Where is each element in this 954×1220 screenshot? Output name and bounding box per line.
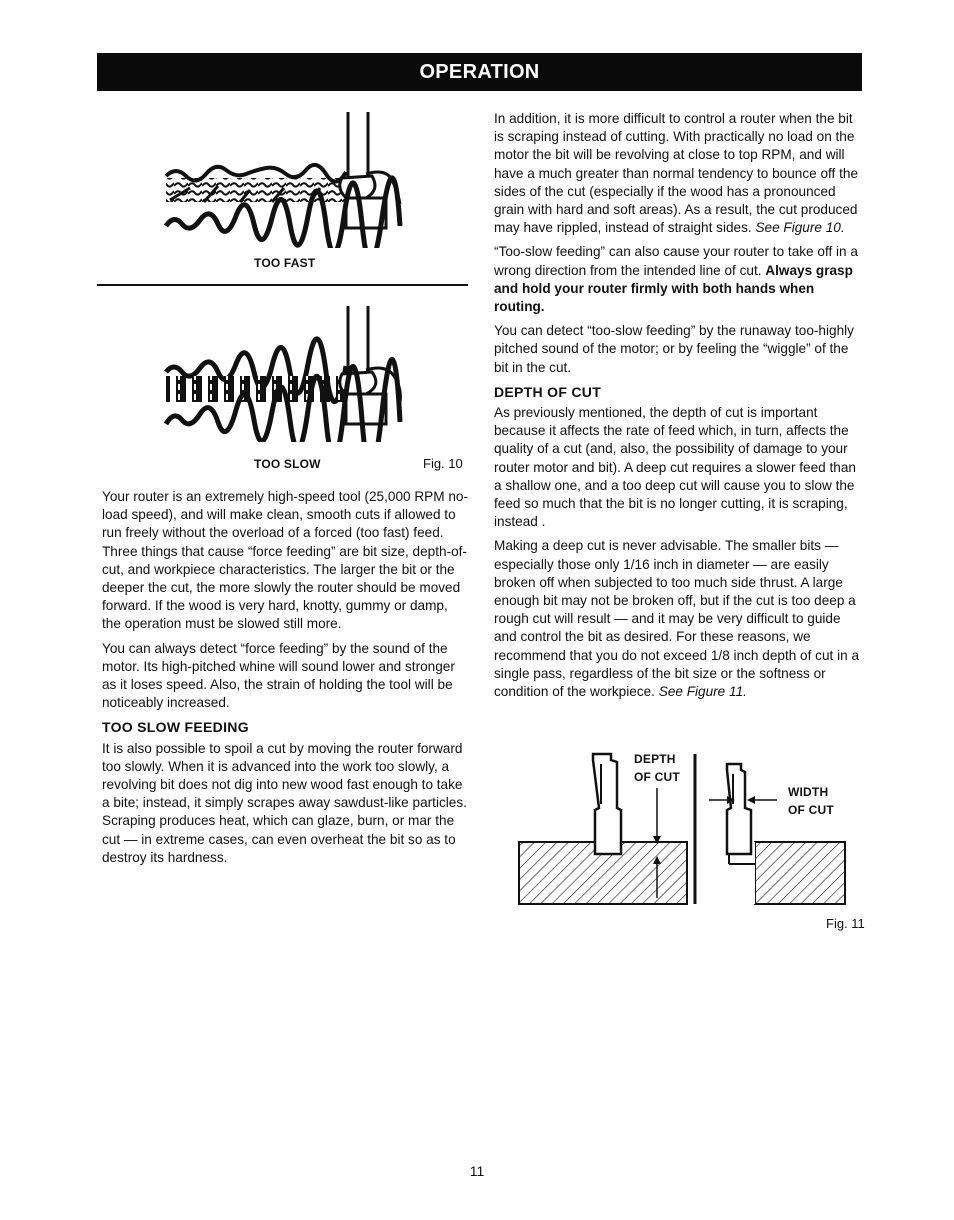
safety-warning: Always grasp and hold your router firmly with both hands when routing. <box>494 262 853 315</box>
too-fast-illustration <box>160 108 410 248</box>
see-figure-10: See Figure 10. <box>755 220 845 236</box>
depth-width-diagram <box>515 748 851 910</box>
fig11-label: Fig. 11 <box>826 916 865 931</box>
wrong-direction-paragraph: “Too-slow feeding” can also cause your router to take off in a wrong direction from the intended line of cut. Always grasp and hold your router firmly with both hands when routing. <box>494 244 858 315</box>
scraping-paragraph: In addition, it is more difficult to control a router when the bit is scraping instead of cutting. With practically no load on the motor the bit will be revolving at close to top RPM, and will have a much greater than normal tendency to bounce off the sides of the cut (especially if the wood has a pronounced grain with hard and soft areas). As a result, the cut produced may have rippled, instead of straight sides. See Figure 10. <box>494 111 858 236</box>
depth-of-cut-label: DEPTH OF CUT <box>634 752 680 784</box>
left-column <box>102 488 468 873</box>
detect-paragraph: You can detect “too-slow feeding” by the runaway too-highly pitched sound of the motor; or by feeling the “wiggle” of the bit in the cut. <box>494 323 854 375</box>
force-feeding-paragraph: You can always detect “force feeding” by the sound of the motor. Its high-pitched whine will sound lower and stronger as it loses speed. Also, the strain of holding the tool will be noticeably increased. <box>102 640 455 711</box>
too-slow-paragraph: It is also possible to spoil a cut by moving the router forward too slowly. When it is advanced into the work too slowly, a revolving bit does not dig into new wood fast enough to take a bite; instead, it simply scrapes away sawdust-like particles. Scraping produces heat, which can glaze, burn, or mar the cut — in extreme cases, can even overheat the bit so as to destroy its hardness. <box>102 740 467 865</box>
section-banner: OPERATION <box>97 53 862 91</box>
too-slow-caption: TOO SLOW <box>254 457 321 471</box>
deep-cut-paragraph: Making a deep cut is never advisable. The smaller bits —especially those only 1/16 inch in diameter — are easily broken off when subjected to too much side thrust. A large enough bit may not be broken off, but if the cut is too deep a rough cut will result — and it may be very difficult to guide and control the bit as desired. For these reasons, we recommend that you do not exceed 1/8 inch depth of cut in a single pass, regardless of the bit size or the softness or condition of the workpiece. See Figure 11. <box>494 538 860 700</box>
width-of-cut-label: WIDTH OF CUT <box>788 785 834 817</box>
figure-divider <box>97 284 468 286</box>
see-figure-11: See Figure 11. <box>658 684 747 700</box>
too-slow-heading: TOO SLOW FEEDING <box>102 719 249 736</box>
depth-paragraph: As previously mentioned, the depth of cut is important because it affects the rate of feed which, in turn, affects the quality of a cut (and, also, the possibility of damage to your router motor and bit). A deep cut requires a slower feed than a shallow one, and a too deep cut will cause you to slow the feed so much that the bit is no longer cutting, it is scraping, instead . <box>494 405 856 530</box>
depth-of-cut-heading: DEPTH OF CUT <box>494 383 602 400</box>
right-column <box>494 110 864 707</box>
intro-paragraph: Your router is an extremely high-speed tool (25,000 RPM no-load speed), and will make clean, smooth cuts if allowed to run freely without the overload of a forced (too fast) feed. Three things that cause “force feeding” are bit size, depth-of-cut, and workpiece characteristics. The larger the bit or the deeper the cut, the more slowly the router should be moved forward. If the wood is very hard, knotty, gummy or damp, the operation must be slowed still more. <box>102 489 468 632</box>
too-slow-illustration <box>160 302 410 442</box>
fig10-label: Fig. 10 <box>423 456 463 471</box>
page-number: 11 <box>469 1163 485 1179</box>
too-fast-caption: TOO FAST <box>254 256 316 270</box>
